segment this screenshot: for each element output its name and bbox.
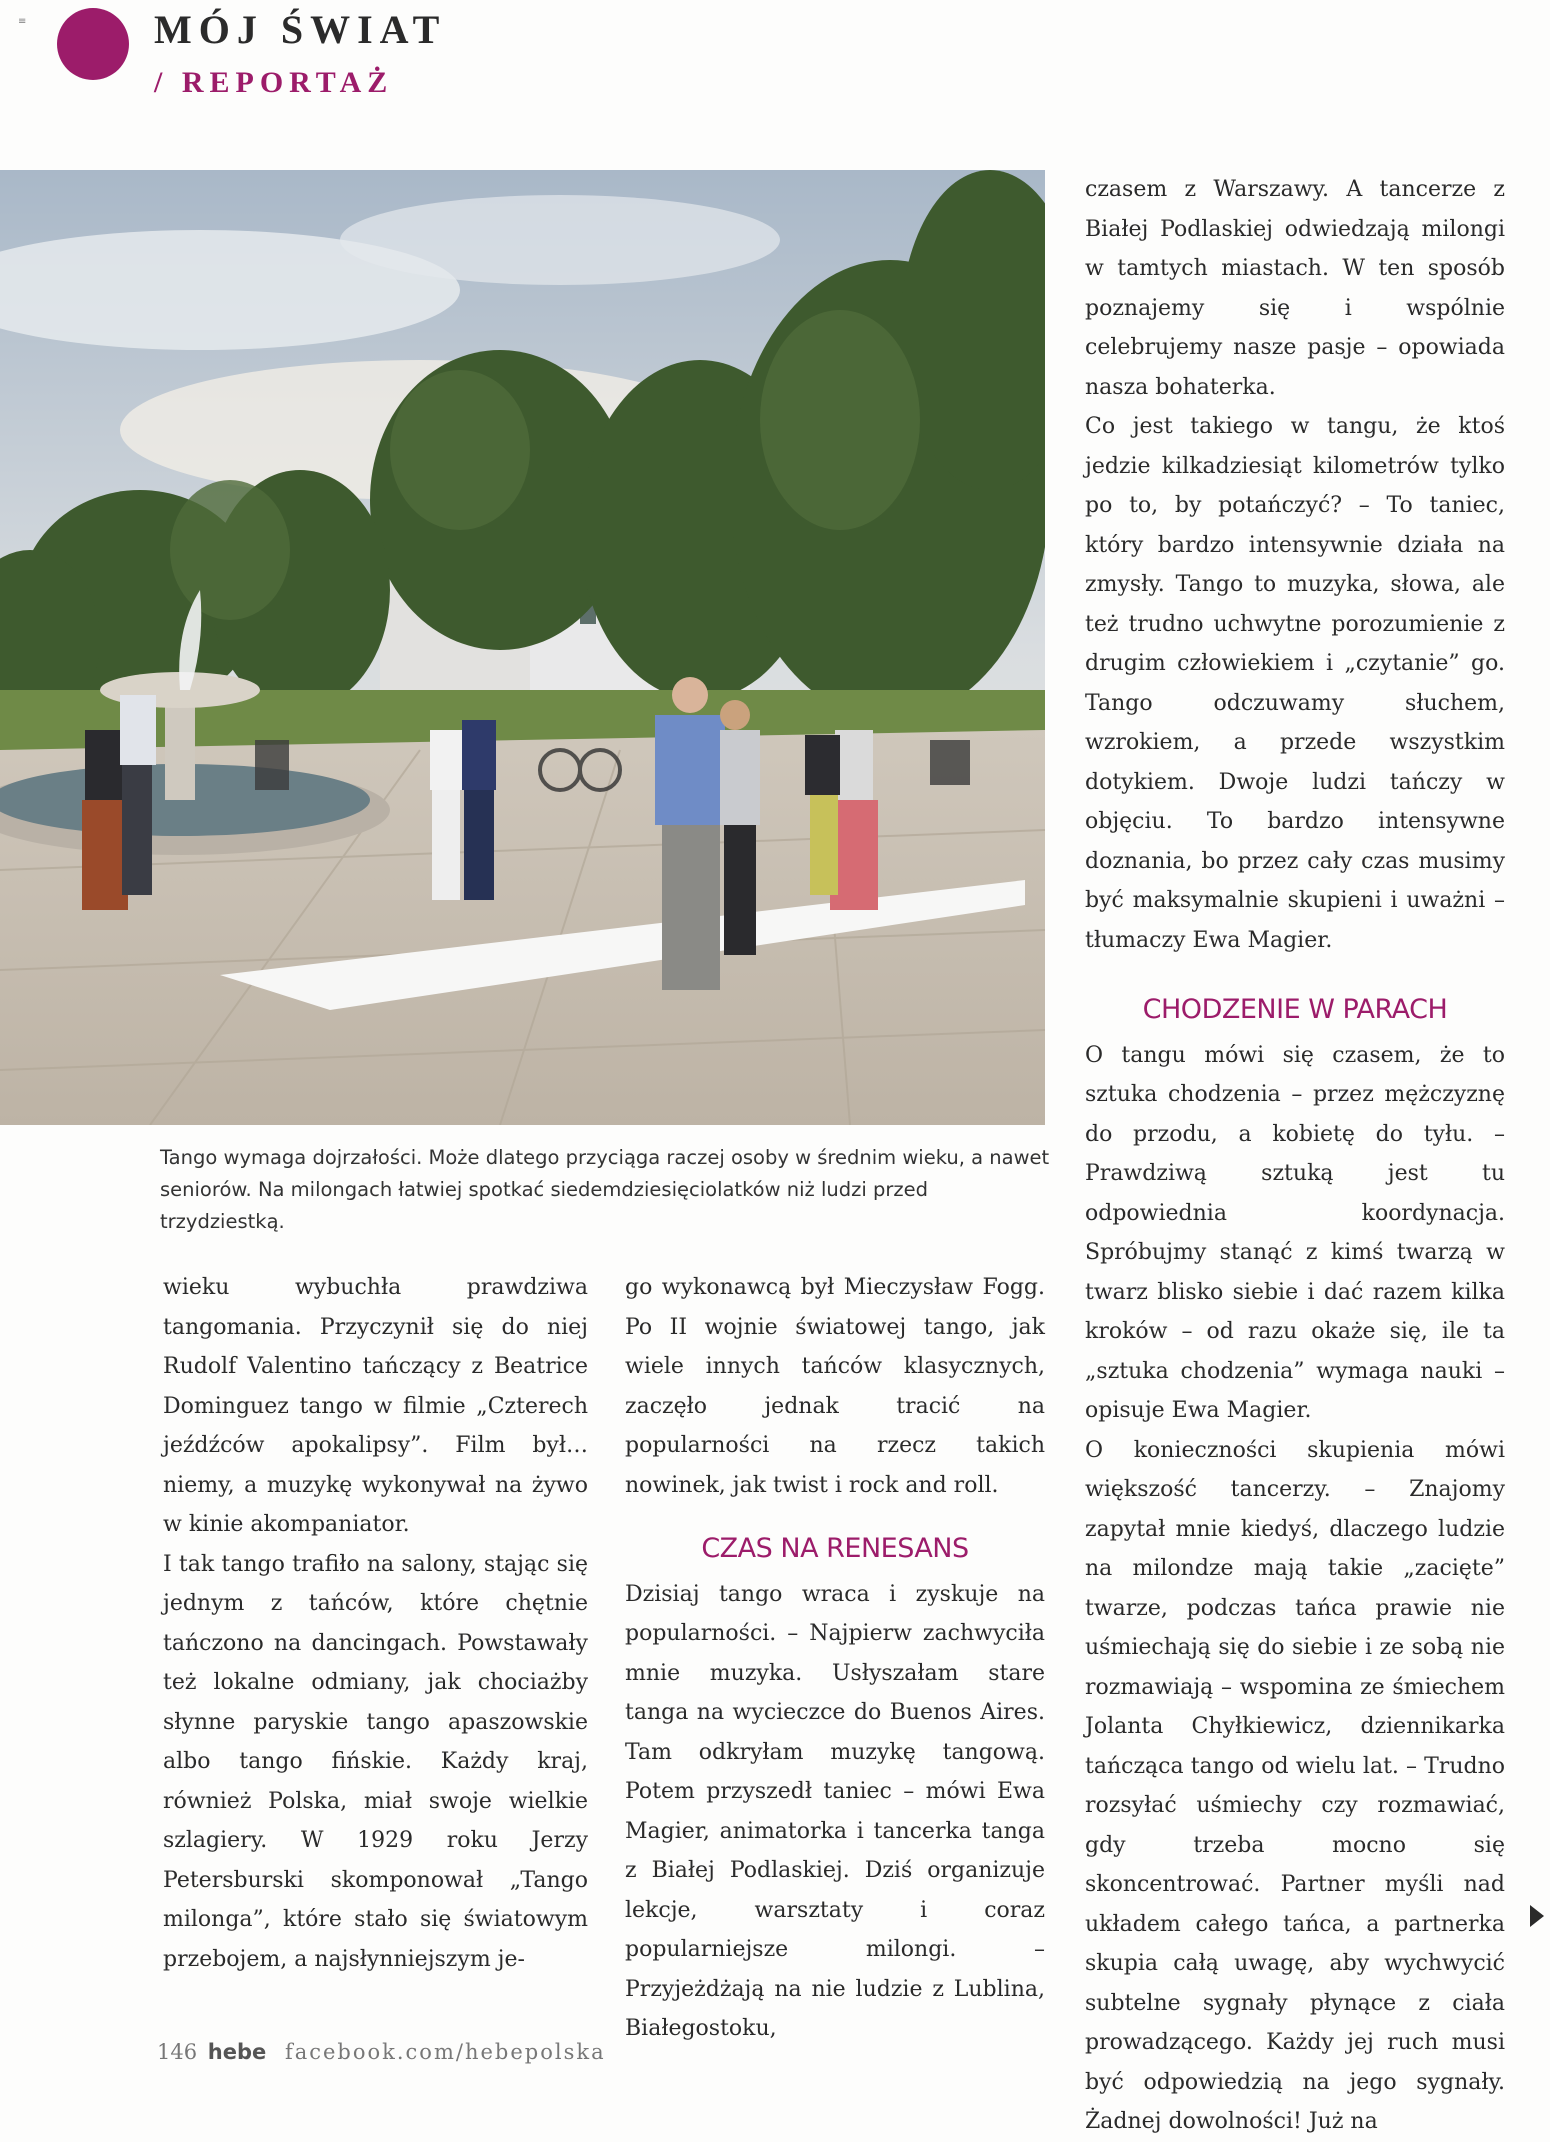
page-number: 146 [157, 2040, 198, 2064]
paragraph: I tak tango trafiło na salony, stając się jednym z tańców, które chętnie tańczono na dancingach. Powstawały też lokalne odmiany, jak chociażby słynne paryskie tango apaszowskie albo tango fińskie. Każdy kraj, również Polska, miał swoje wielkie szlagiery. W 1929 roku Jerzy Petersburski skomponował „Tango milonga”, które stało się światowym przebojem, a najsłynniejszym je- [163, 1551, 588, 1972]
subheading-chodzenie: CHODZENIE W PARACH [1142, 994, 1448, 1025]
paragraph: O konieczności skupienia mówi większość tancerzy. – Znajomy zapytał mnie kiedyś, dlaczego ludzie na milondze mają takie „zacięte” twarze, podczas tańca prawie nie uśmiechają się do siebie i ze sobą nie rozmawiają – wspomina ze śmiechem Jolanta Chyłkiewicz, dziennikarka tańcząca tango od wielu lat. – Trudno rozsyłać uśmiechy czy rozmawiać, gdy trzeba mocno się skoncentrować. Partner myśli nad układem całego tańca, a partnerka skupia całą uwagę, aby wychwycić subtelne sygnały płynące z ciała prowadzącego. Każdy jej ruch musi być odpowiedzią na jego sygnały. Żadnej dowolności! Już na [1085, 1437, 1505, 2134]
paragraph: czasem z Warszawy. A tancerze z Białej Podlaskiej odwiedzają milongi w tamtych miastach. W ten sposób poznajemy się i wspólnie celebrujemy nasze pasje – opowiada nasza bohaterka. [1085, 177, 1505, 400]
section-subtitle: / REPORTAŻ [154, 66, 394, 99]
footer-url: facebook.com/hebepolska [284, 2040, 606, 2064]
article-column-2 [625, 1268, 1045, 2049]
paragraph: Dzisiaj tango wraca i zyskuje na popularności. – Najpierw zachwyciła mnie muzyka. Usłyszałam stare tanga na wycieczce do Buenos Aires. Tam odkryłam muzykę tangową. Potem przyszedł taniec – mówi Ewa Magier, animatorka i tancerka tanga z Białej Podlaskiej. Dziś organizuje lekcje, warsztaty i coraz popularniejsze milongi. – Przyjeżdżają na nie ludzie z Lublina, Białegostoku, [625, 1581, 1045, 2041]
paragraph: wieku wybuchła prawdziwa tangomania. Przyczynił się do niej Rudolf Valentino tańczący z Beatrice Dominguez tango w filmie „Czterech jeźdźców apokalipsy”. Film był… niemy, a muzykę wykonywał na żywo w kinie akompaniator. [163, 1275, 588, 1537]
paragraph: O tangu mówi się czasem, że to sztuka chodzenia – przez mężczyznę do przodu, a kobietę do tyłu. – Prawdziwą sztuką jest tu odpowiednia koordynacja. Spróbujmy stanąć z kimś twarzą w twarz blisko siebie i dać razem kilka kroków – od razu okaże się, ile ta „sztuka chodzenia” wymaga nauki – opisuje Ewa Magier. [1085, 1042, 1505, 1423]
subheading-renesans: CZAS NA RENESANS [701, 1533, 969, 1564]
article-column-3 [1085, 170, 1505, 2142]
section-title: MÓJ ŚWIAT [154, 7, 447, 52]
corner-mark: ≡ [18, 16, 27, 27]
paragraph: go wykonawcą był Mieczysław Fogg. Po II wojnie światowej tango, jak wiele innych tańców klasycznych, zaczęło jednak tracić na popularności na rzecz takich nowinek, jak twist i rock and roll. [625, 1275, 1045, 1498]
tango-park-illustration [0, 170, 1045, 1125]
continue-arrow-icon [1530, 1905, 1544, 1927]
article-column-1 [163, 1268, 588, 1979]
photo-caption: Tango wymaga dojrzałości. Może dlatego przyciąga raczej osoby w średnim wieku, a nawet seniorów. Na milongach łatwiej spotkać siedemdziesięciolatków niż ludzi przed trzydziestką. [160, 1146, 1050, 1233]
paragraph: Co jest takiego w tangu, że ktoś jedzie kilkadziesiąt kilometrów tylko po to, by potańczyć? – To taniec, który bardzo intensywnie działa na zmysły. Tango to muzyka, słowa, ale też trudno uchwytne porozumienie z drugim człowiekiem i „czytanie” go. Tango odczuwamy słuchem, wzrokiem, a przede wszystkim dotykiem. Dwoje ludzi tańczy w objęciu. To bardzo intensywne doznania, bo przez cały czas musimy być maksymalnie skupieni i uważni – tłumaczy Ewa Magier. [1085, 414, 1505, 953]
article-photo [0, 170, 1045, 1125]
page-footer [157, 2040, 606, 2064]
magazine-logo: hebe [207, 2040, 267, 2064]
section-dot-icon [57, 8, 129, 80]
